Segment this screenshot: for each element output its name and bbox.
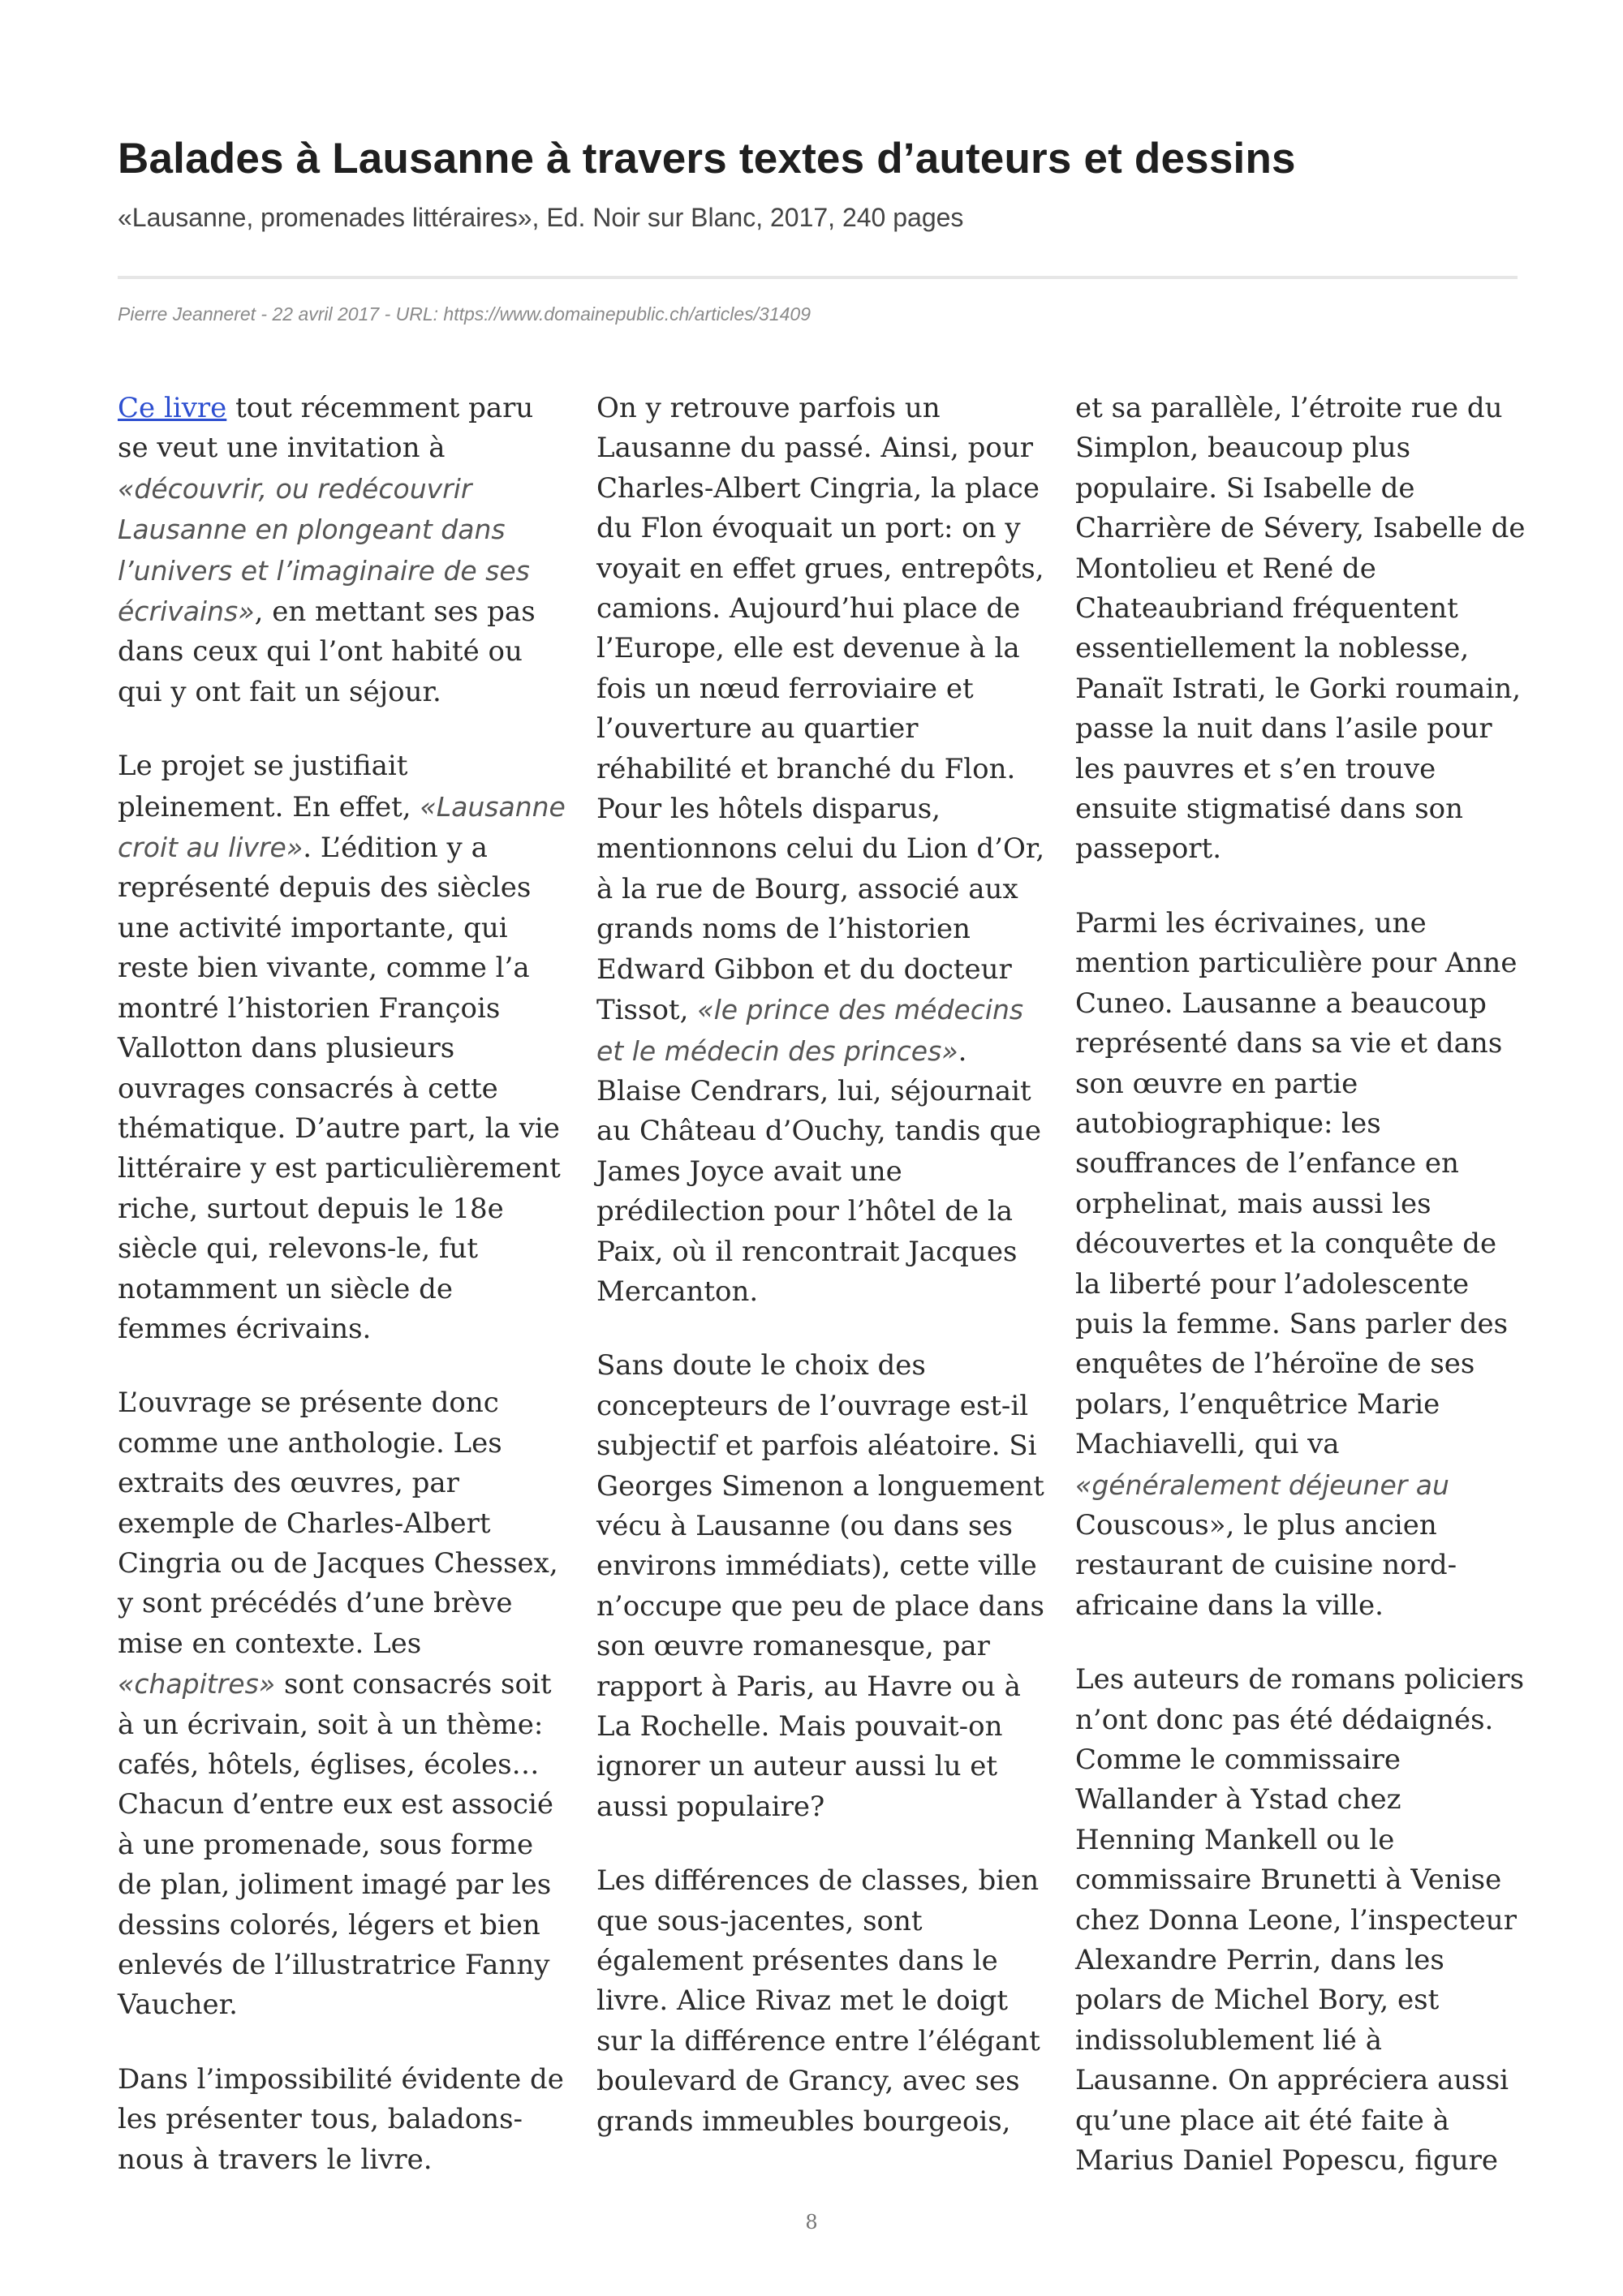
text-column-3	[1075, 389, 1526, 2215]
article-meta: Pierre Jeanneret - 22 avril 2017 - URL: https://www.domainepublic.ch/articles/31409	[118, 303, 811, 325]
paragraph-text: Parmi les écrivaines, une mention particulière pour Anne Cuneo. Lausanne a beaucoup représenté dans sa vie et dans son œuvre en partie autobiographique: les souffrances de l’enfance en orphelinat, mais aussi les découvertes et la conquête de la liberté pour l’adolescente puis la femme. Sans parler des enquêtes de l’héroïne de ses polars, l’enquêtrice Marie Machiavelli, qui va	[1075, 906, 1518, 1461]
quote: «découvrir, ou redécouvrir Lausanne en plongeant dans l’univers et l’imaginaire de ses écrivains»	[118, 472, 530, 628]
paragraph	[118, 1383, 568, 2026]
paragraph: et sa parallèle, l’étroite rue du Simplon, beaucoup plus populaire. Si Isabelle de Charrière de Sévery, Isabelle de Montolieu et René de Chateaubriand fréquentent essentiellement la noblesse, Panaït Istrati, le Gorki roumain, passe la nuit dans l’asile pour les pauvres et s’en trouve ensuite stigmatisé dans son passeport.	[1075, 392, 1526, 866]
quote: «le prince des médecins et le médecin des princes»	[596, 994, 1024, 1067]
book-link[interactable]: Ce livre	[118, 392, 227, 424]
paragraph-text: tout récemment paru se veut une invitation à	[118, 392, 534, 465]
paragraph: Les auteurs de romans policiers n’ont donc pas été dédaignés. Comme le commissaire Wallander à Ystad chez Henning Mankell ou le commissaire Brunetti à Venise chez Donna Leone, l’inspecteur Alexandre Perrin, dans les polars de Michel Bory, est indissolublement lié à Lausanne. On appréciera aussi qu’une place ait été faite à Marius Daniel Popescu, figure	[1075, 1663, 1525, 2178]
paragraph-text: sont consacrés soit à un écrivain, soit à un thème: cafés, hôtels, églises, écoles… Chacun d’entre eux est associé à une promenade, sous forme de plan, joliment imagé par les dessins colorés, légers et bien enlevés de l’illustratrice Fanny Vaucher.	[118, 1668, 553, 2022]
paragraph: Dans l’impossibilité évidente de les présenter tous, baladons-nous à travers le livre.	[118, 2062, 564, 2176]
article-subtitle: «Lausanne, promenades littéraires», Ed. Noir sur Blanc, 2017, 240 pages	[118, 203, 964, 232]
header-divider	[118, 276, 1518, 279]
paragraph	[118, 746, 568, 1349]
paragraph: Sans doute le choix des concepteurs de l’ouvrage est-il subjectif et parfois aléatoire. Si Georges Simenon a longuement vécu à Lausanne (ou dans ses environs immédiats), cette ville n’occupe que peu de place dans son œuvre romanesque, par rapport à Paris, au Havre ou à La Rochelle. Mais pouvait-on ignorer un auteur aussi lu et aussi populaire?	[596, 1349, 1044, 1823]
paragraph-text: On y retrouve parfois un Lausanne du passé. Ainsi, pour Charles-Albert Cingria, la place du Flon évoquait un port: on y voyait en effet grues, entrepôts, camions. Aujourd’hui place de l’Europe, elle est devenue à la fois un nœud ferroviaire et l’ouverture au quartier réhabilité et branché du Flon. Pour les hôtels disparus, mentionnons celui du Lion d’Or, à la rue de Bourg, associé aux grands noms de l’historien Edward Gibbon et du docteur Tissot,	[596, 392, 1045, 1027]
article-header	[118, 130, 1518, 235]
article-title: Balades à Lausanne à travers textes d’auteurs et dessins	[118, 135, 1296, 183]
text-column-2	[596, 389, 1047, 2176]
paragraph-text: Couscous», le plus ancien restaurant de cuisine nord-africaine dans la ville.	[1075, 1508, 1457, 1622]
paragraph-text: . L’édition y a représenté depuis des siècles une activité importante, qui reste bien vivante, comme l’a montré l’historien François Vallotton dans plusieurs ouvrages consacrés à cette thématique. D’autre part, la vie littéraire y est particulièrement riche, surtout depuis le 18e siècle qui, relevons-le, fut notamment un siècle de femmes écrivains.	[118, 832, 561, 1345]
page-number: 8	[805, 2211, 818, 2234]
text-column-1	[118, 389, 568, 2214]
quote: «Lausanne croit au livre»	[118, 790, 566, 864]
paragraph: Les différences de classes, bien que sous-jacentes, sont également présentes dans le livre. Alice Rivaz met le doigt sur la différence entre l’élégant boulevard de Grancy, avec ses grands immeubles bourgeois,	[596, 1864, 1040, 2138]
paragraph-text: L’ouvrage se présente donc comme une anthologie. Les extraits des œuvres, par exemple de Charles-Albert Cingria ou de Jacques Chessex, y sont précédés d’une brève mise en contexte. Les	[118, 1387, 558, 1660]
quote: «chapitres»	[118, 1668, 276, 1701]
paragraph-text: , en mettant ses pas dans ceux qui l’ont habité ou qui y ont fait un séjour.	[118, 595, 536, 708]
paragraph	[118, 389, 568, 712]
quote: «généralement déjeuner au	[1075, 1468, 1449, 1501]
paragraph	[596, 389, 1047, 1312]
paragraph	[1075, 904, 1526, 1626]
paragraph-text: Le projet se justifiait pleinement. En effet,	[118, 750, 420, 823]
paragraph-text: . Blaise Cendrars, lui, séjournait au Château d’Ouchy, tandis que James Joyce avait une prédilection pour l’hôtel de la Paix, où il rencontrait Jacques Mercanton.	[596, 1034, 1042, 1308]
